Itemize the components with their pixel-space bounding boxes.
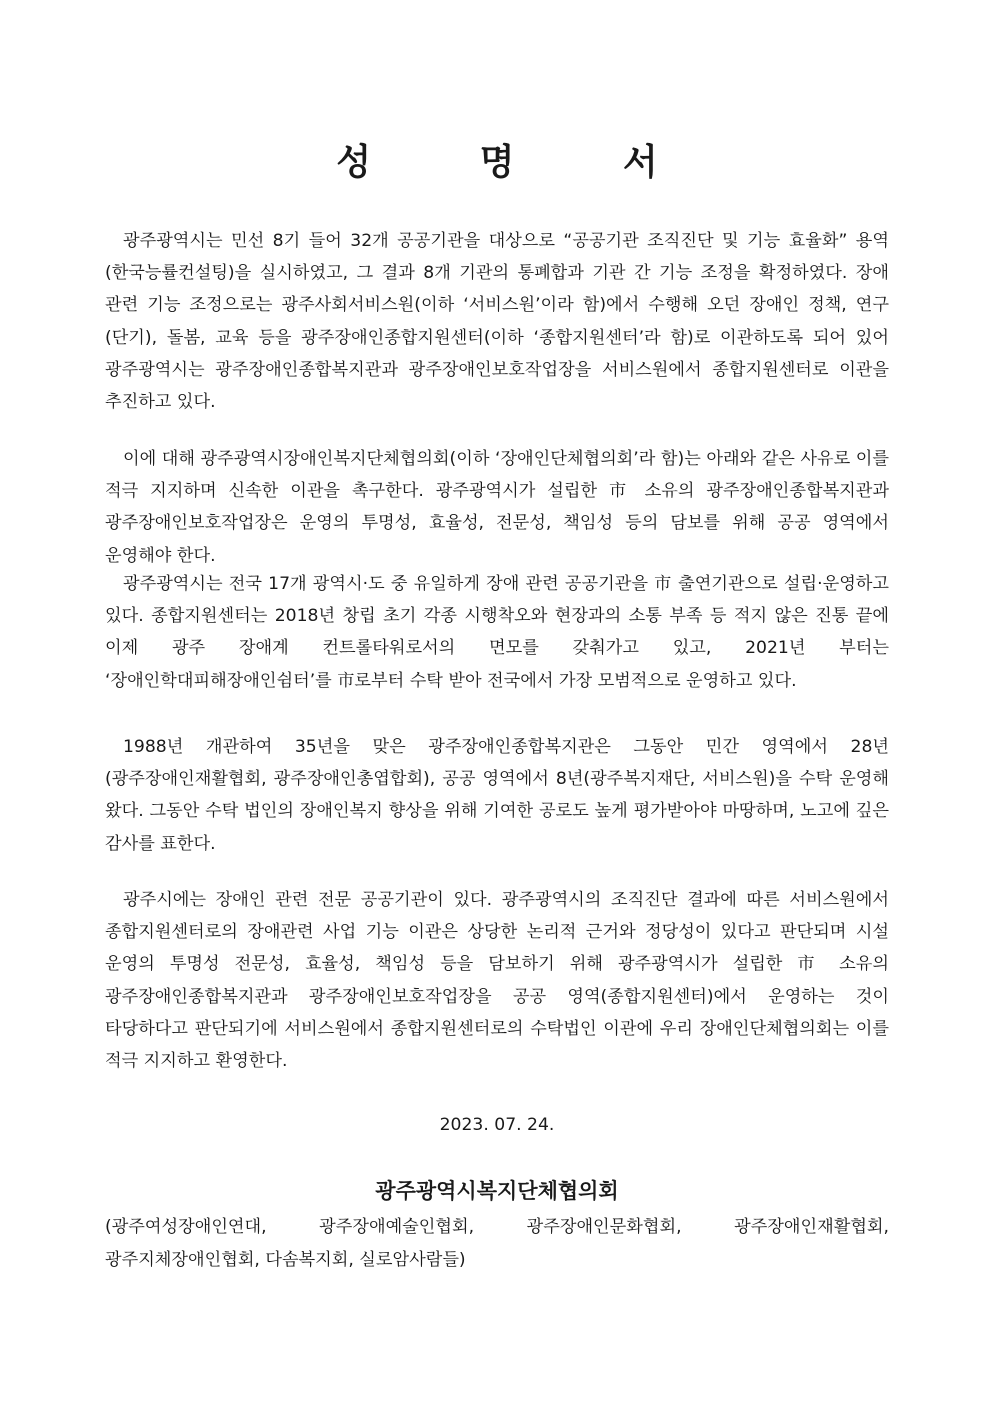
- paragraph-welfare-center-history: 1988년 개관하여 35년을 맞은 광주장애인종합복지관은 그동안 민간 영역에서 28년(광주장애인재활협회, 광주장애인총엽합회), 공공 영역에서 8년(광주복지재단, 서비스원)을 수탁 운영해 왔다. 그동안 수탁 법인의 장애인복지 향상을 위해 기여한 공로도 높게 평가받아야 마땅하며, 노고에 깊은 감사를 표한다.: [105, 737, 889, 854]
- paragraph-background: 광주광역시는 민선 8기 들어 32개 공공기관을 대상으로 “공공기관 조직진단 및 기능 효율화” 용역(한국능률컨설팅)을 실시하였고, 그 결과 8개 기관의 통폐합과 기관 간 기능 조정을 확정하였다. 장애 관련 기능 조정으로는 광주사회서비스원(이하 ‘서비스원’이라 함)에서 수행해 오던 장애인 정책, 연구(단기), 돌봄, 교육 등을 광주장애인종합지원센터(이하 ‘종합지원센터’라 함)로 이관하도록 되어 있어 광주광역시는 광주장애인종합복지관과 광주장애인보호작업장을 서비스원에서 종합지원센터로 이관을 추진하고 있다.: [105, 231, 889, 413]
- statement-date: 2023. 07. 24.: [439, 1115, 555, 1135]
- paragraph-conclusion: 광주시에는 장애인 관련 전문 공공기관이 있다. 광주광역시의 조직진단 결과에 따른 서비스원에서 종합지원센터로의 장애관련 사업 기능 이관은 상당한 논리적 근거와 정당성이 있다고 판단되며 시설 운영의 투명성 전문성, 효율성, 책임성 등을 담보하기 위해 광주광역시가 설립한 市 소유의 광주장애인종합복지관과 광주장애인보호작업장을 공공 영역(종합지원센터)에서 운영하는 것이 타당하다고 판단되기에 서비스원에서 종합지원센터로의 수탁법인 이관에 우리 장애인단체협의회는 이를 적극 지지하고 환영한다.: [105, 890, 889, 1072]
- paragraph-support-statement: 이에 대해 광주광역시장애인복지단체협의회(이하 ‘장애인단체협의회’라 함)는 아래와 같은 사유로 이를 적극 지지하며 신속한 이관을 촉구한다. 광주광역시가 설립한 市 소유의 광주장애인종합복지관과 광주장애인보호작업장은 운영의 투명성, 효율성, 전문성, 책임성 등의 담보를 위해 공공 영역에서 운영해야 한다.: [105, 449, 889, 566]
- member-organizations: (광주여성장애인연대, 광주장애예술인협회, 광주장애인문화협회, 광주장애인재활협회, 광주지체장애인협회, 다솜복지회, 실로암사람들): [105, 1217, 889, 1270]
- document-page: [105, 0, 889, 1403]
- paragraph-support-center: 광주광역시는 전국 17개 광역시·도 중 유일하게 장애 관련 공공기관을 市 출연기관으로 설립·운영하고 있다. 종합지원센터는 2018년 창립 초기 각종 시행착오와 현장과의 소통 부족 등 적지 않은 진통 끝에 이제 광주 장애계 컨트롤타워로서의 면모를 갖춰가고 있고, 2021년 부터는 ‘장애인학대피해장애인쉼터’를 市로부터 수탁 받아 전국에서 가장 모범적으로 운영하고 있다.: [105, 574, 889, 691]
- organization-name: 광주광역시복지단체협의회: [375, 1178, 619, 1203]
- document-title: 성 명 서: [336, 141, 706, 183]
